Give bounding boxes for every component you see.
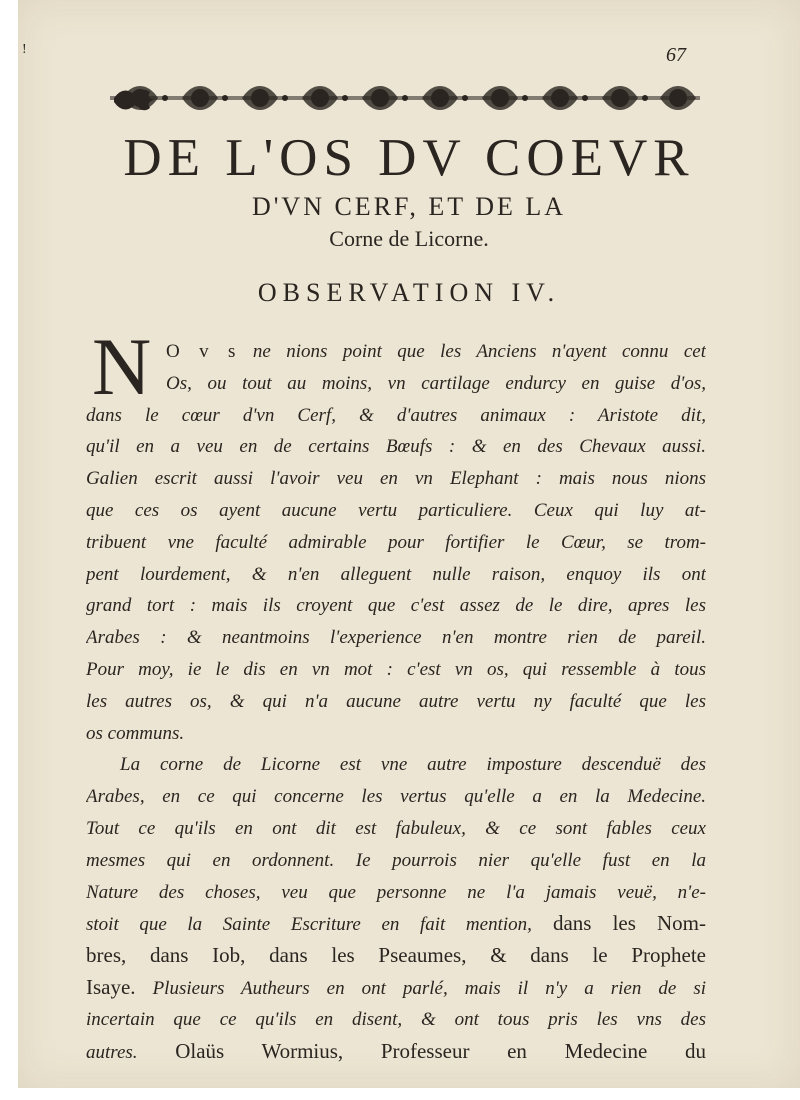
edge-mark: ! (22, 42, 27, 57)
text-line: O v s ne nions point que les Anciens n'ayent connu cet (166, 341, 706, 362)
text-line: Tout ce qu'ils en ont dit est fabuleux, & ce sont fables ceux (86, 817, 706, 839)
text-line: Isaye. Plusieurs Autheurs en ont parlé, mais il n'y a rien de si (86, 974, 706, 999)
text-line: Os, ou tout au moins, vn cartilage endurcy en guise d'os, (166, 372, 706, 394)
text-line: Arabes : & neantmoins l'experience n'en montre rien de pareil. (86, 627, 706, 649)
text-line: pent lourdement, & n'en alleguent nulle raison, enquoy ils ont (86, 563, 706, 585)
text-line: mesmes qui en ordonnent. Ie pourrois nier qu'elle fust en la (86, 849, 706, 871)
text-line: tribuent vne faculté admirable pour fortifier le Cœur, se trom- (86, 531, 706, 553)
text-line: Pour moy, ie le dis en vn mot : c'est vn os, qui ressemble à tous (86, 658, 706, 680)
text-line: La corne de Licorne est vne autre imposture descenduë des (120, 754, 706, 776)
body-text (86, 336, 706, 1067)
text-line: bres, dans Iob, dans les Pseaumes, & dans le Prophete (86, 943, 706, 968)
text-line: Galien escrit aussi l'avoir veu en vn Elephant : mais nous nions (86, 468, 706, 490)
text-line: Arabes, en ce qui concerne les vertus qu'elle a en la Medecine. (86, 786, 706, 808)
text-line: grand tort : mais ils croyent que c'est assez de le dire, apres les (86, 595, 706, 617)
text-line: dans le cœur d'vn Cerf, & d'autres animaux : Aristote dit, (86, 404, 706, 426)
text-line: stoit que la Sainte Escriture en fait mention, dans les Nom- (86, 911, 706, 936)
text-line: qu'il en a veu en de certains Bœufs : & en des Chevaux aussi. (86, 436, 706, 458)
text-line: que ces os ayent aucune vertu particuliere. Ceux qui luy at- (86, 499, 706, 521)
book-page (18, 0, 800, 1088)
text-line: Nature des choses, veu que personne ne l'a jamais veuë, n'e- (86, 881, 706, 903)
ornament-band (110, 78, 700, 118)
title-line-3: Corne de Licorne. (329, 226, 489, 251)
first-word: O v s (166, 341, 238, 362)
drop-cap: N (92, 321, 152, 412)
text-line: les autres os, & qui n'a aucune autre vertu ny faculté que les (86, 690, 706, 712)
observation-heading: OBSERVATION IV. (257, 278, 561, 307)
title-line-1: DE L'OS DV COEVR (123, 129, 695, 187)
page-number: 67 (666, 44, 686, 66)
text-line: autres. Olaüs Wormius, Professeur en Medecine du (86, 1038, 706, 1063)
text-line: incertain que ce qu'ils en disent, & ont tous pris les vns des (86, 1008, 706, 1030)
title-line-2: D'VN CERF, ET DE LA (251, 192, 567, 221)
text-line: os communs. (86, 722, 185, 744)
